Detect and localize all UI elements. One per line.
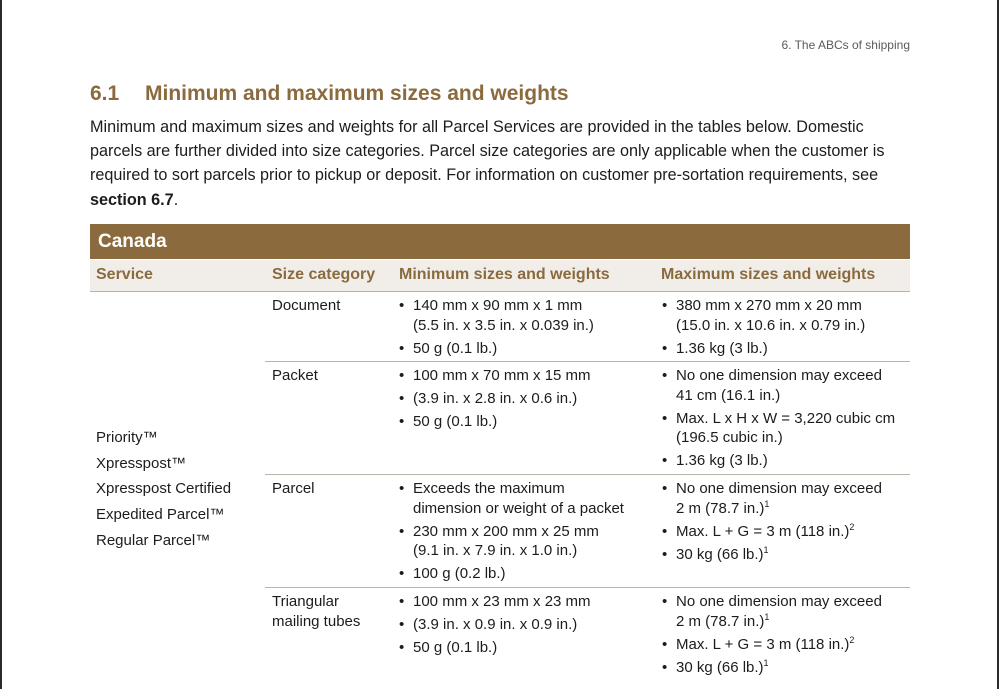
bullet-item: • 140 mm x 90 mm x 1 mm (5.5 in. x 3.5 in. x 0.039 in.) xyxy=(399,296,654,335)
row-divider xyxy=(265,474,910,475)
page-edge-left xyxy=(0,0,2,689)
row-divider xyxy=(265,361,910,362)
bullet-item: • No one dimension may exceed 41 cm (16.1 in.) xyxy=(662,366,910,405)
footnote-mark: 2 xyxy=(849,521,855,532)
running-header: 6. The ABCs of shipping xyxy=(781,38,910,52)
minimum-sizes-cell xyxy=(399,479,654,587)
column-header-size-category: Size category xyxy=(272,266,376,283)
size-category-cell: Parcel xyxy=(272,480,315,497)
footnote-mark: 1 xyxy=(763,544,769,555)
section-heading xyxy=(90,82,569,106)
bullet-item: • 50 g (0.1 lb.) xyxy=(399,638,654,658)
bullet-item: • 380 mm x 270 mm x 20 mm (15.0 in. x 10.6 in. x 0.79 in.) xyxy=(662,296,910,335)
table-title-banner: Canada xyxy=(90,224,910,259)
bullet-item: • Max. L + G = 3 m (118 in.)$^2$ xyxy=(662,635,910,655)
service-item: Regular Parcel™ xyxy=(96,531,211,549)
bullet-item: • No one dimension may exceed 2 m (78.7 in.)$^1$ xyxy=(662,592,910,631)
service-item: Expedited Parcel™ xyxy=(96,506,225,524)
bullet-item: • No one dimension may exceed 2 m (78.7 in.)$^1$ xyxy=(662,479,910,518)
column-header-service: Service xyxy=(96,266,153,283)
bullet-item: • 50 g (0.1 lb.) xyxy=(399,339,654,359)
footnote-mark: 1 xyxy=(763,657,769,668)
bullet-item: • 100 g (0.2 lb.) xyxy=(399,564,654,584)
bullet-item: • Max. L + G = 3 m (118 in.)$^2$ xyxy=(662,522,910,542)
minimum-sizes-cell xyxy=(399,296,654,362)
bullet-item: • 1.36 kg (3 lb.) xyxy=(662,451,910,471)
intro-text: Minimum and maximum sizes and weights for all Parcel Services are provided in the tables below. Domestic parcels are further divided into size categories. Parcel size categories are only applicable when the customer is required to sort parcels prior to pickup or deposit. For information on customer pre-sortation requirements, see xyxy=(90,118,885,185)
footnote-mark: 2 xyxy=(849,634,855,645)
service-item: Xpresspost™ xyxy=(96,454,187,472)
bullet-item: • (3.9 in. x 0.9 in. x 0.9 in.) xyxy=(399,615,654,635)
row-divider xyxy=(265,587,910,588)
minimum-sizes-cell xyxy=(399,592,654,661)
section-reference: section 6.7 xyxy=(90,190,174,209)
maximum-sizes-cell xyxy=(662,296,910,362)
intro-paragraph xyxy=(90,115,912,212)
column-header-maximum: Maximum sizes and weights xyxy=(661,266,876,283)
size-category-cell: Packet xyxy=(272,367,318,384)
bullet-item: • (3.9 in. x 2.8 in. x 0.6 in.) xyxy=(399,389,654,409)
maximum-sizes-cell xyxy=(662,366,910,474)
service-item: Xpresspost Certified xyxy=(96,480,232,498)
bullet-item: • 100 mm x 70 mm x 15 mm xyxy=(399,366,654,386)
footnote-mark: 1 xyxy=(764,498,770,509)
bullet-item: • 30 kg (66 lb.)$^1$ xyxy=(662,658,910,678)
bullet-item: • 230 mm x 200 mm x 25 mm (9.1 in. x 7.9 in. x 1.0 in.) xyxy=(399,522,654,561)
bullet-item: • 1.36 kg (3 lb.) xyxy=(662,339,910,359)
bullet-item: • Max. L x H x W = 3,220 cubic cm (196.5 cubic in.) xyxy=(662,409,910,448)
table-column-headers xyxy=(90,260,910,292)
bullet-item: • 100 mm x 23 mm x 23 mm xyxy=(399,592,654,612)
service-item: Priority™ xyxy=(96,429,158,446)
section-title: Minimum and maximum sizes and weights xyxy=(145,82,569,105)
section-number: 6.1 xyxy=(90,82,120,105)
bullet-item: • 50 g (0.1 lb.) xyxy=(399,412,654,432)
column-header-minimum: Minimum sizes and weights xyxy=(399,266,610,283)
bullet-item: • 30 kg (66 lb.)$^1$ xyxy=(662,545,910,565)
intro-period: . xyxy=(173,190,179,209)
service-list xyxy=(96,425,231,554)
minimum-sizes-cell xyxy=(399,366,654,435)
size-category-cell: Document xyxy=(272,297,341,314)
maximum-sizes-cell xyxy=(662,479,910,568)
bullet-item: • Exceeds the maximum dimension or weight of a packet xyxy=(399,479,654,518)
size-category-cell: Triangular mailing tubes xyxy=(272,593,361,630)
maximum-sizes-cell xyxy=(662,592,910,681)
footnote-mark: 1 xyxy=(764,611,770,622)
